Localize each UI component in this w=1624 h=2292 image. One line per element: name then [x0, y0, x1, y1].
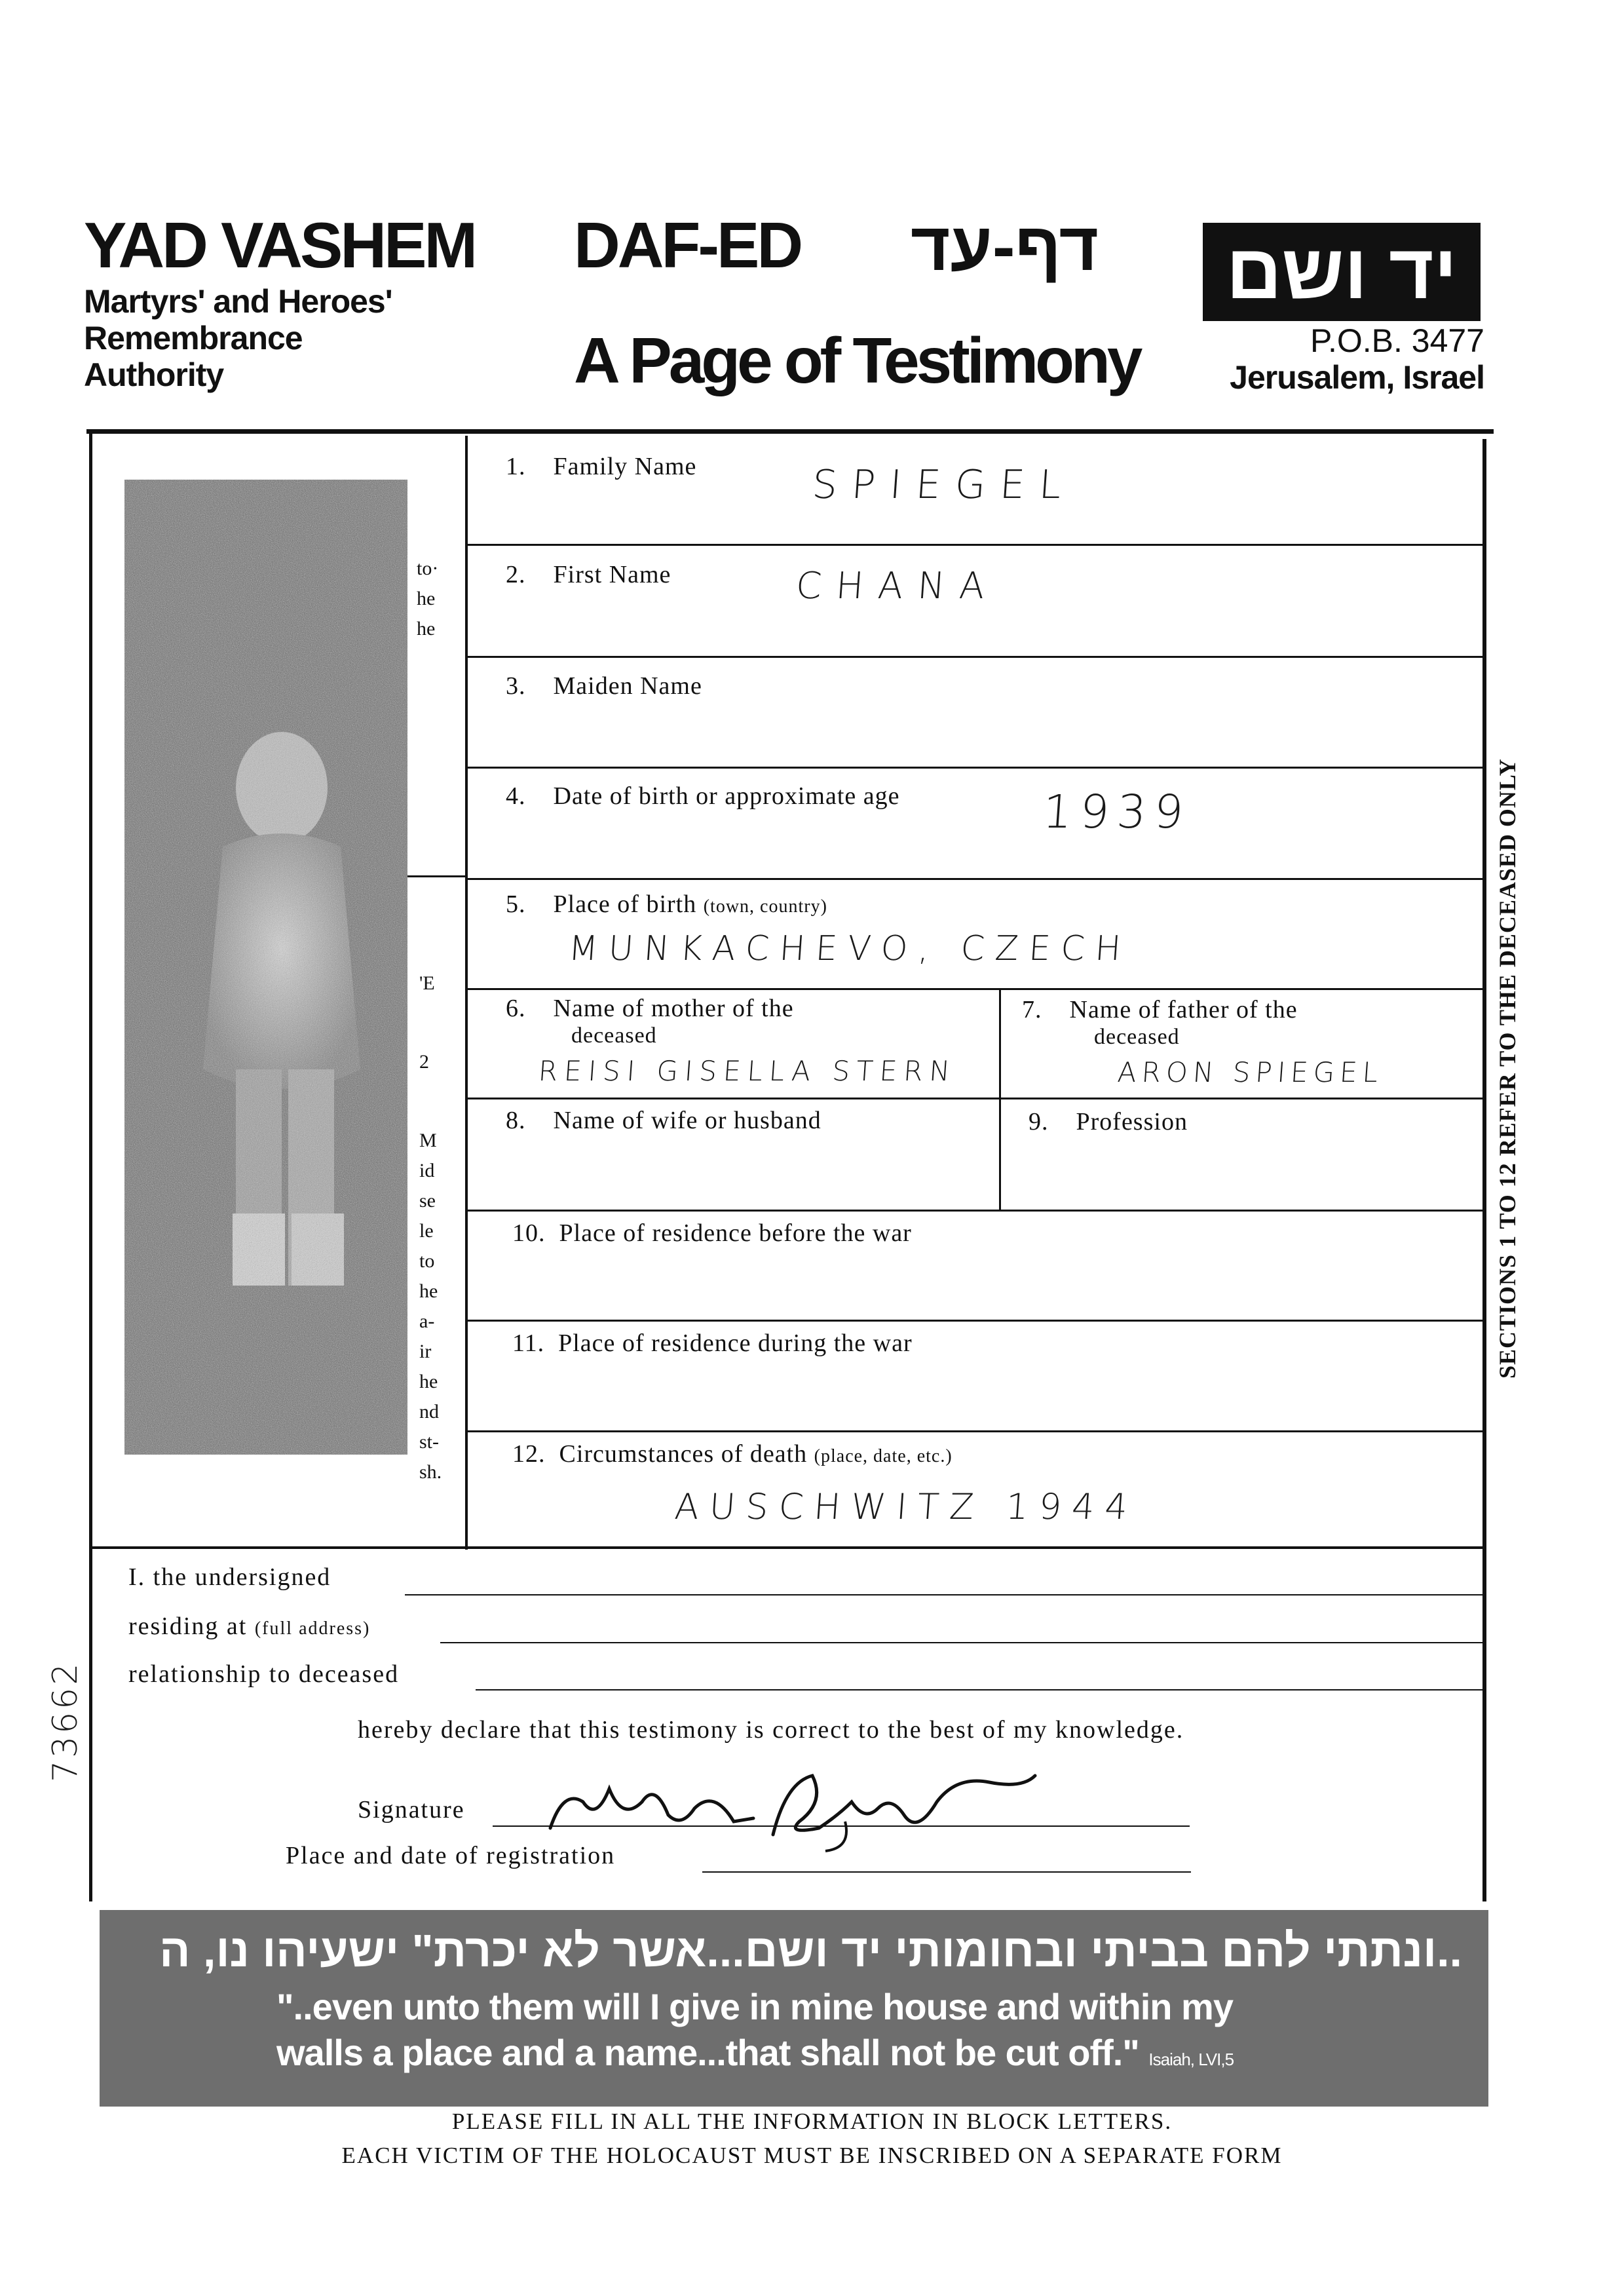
- field-date-of-birth-label: [506, 782, 899, 811]
- field-label-line2: deceased: [1094, 1025, 1180, 1049]
- field-circumstances-label: [512, 1440, 953, 1468]
- row-divider: [468, 544, 1483, 546]
- postal-address: [1203, 322, 1484, 396]
- row-divider: [468, 1210, 1483, 1212]
- field-number: 2.: [506, 561, 526, 588]
- fragment: he: [417, 618, 436, 640]
- father-name-value[interactable]: ARON SPIEGEL: [1116, 1056, 1384, 1088]
- banner-citation: Isaiah, LVI,5: [1148, 2050, 1234, 2069]
- fragment: se: [419, 1190, 436, 1212]
- org-subtitle: [84, 283, 392, 393]
- registration-label: Place and date of registration: [286, 1842, 616, 1869]
- residing-hint: (full address): [254, 1618, 371, 1639]
- fragment: ir: [419, 1341, 432, 1362]
- residing-label: [128, 1612, 370, 1641]
- residing-text: residing at: [128, 1613, 248, 1640]
- fragment: st-: [419, 1431, 439, 1453]
- form-title-he: דף-עד: [911, 209, 1099, 285]
- field-number: 11.: [512, 1329, 545, 1357]
- field-residence-during-label: [512, 1329, 913, 1358]
- form-title-en: DAF-ED: [574, 209, 801, 281]
- field-number: 3.: [506, 672, 526, 700]
- row-divider: [468, 767, 1483, 769]
- photo-divider-tick: [406, 875, 466, 877]
- row-divider: [468, 988, 1483, 990]
- field-label: Family Name: [553, 453, 697, 480]
- field-label: Place of residence before the war: [559, 1219, 912, 1247]
- fragment: a-: [419, 1310, 435, 1332]
- photo-text-fragments: [417, 554, 438, 644]
- fragment: sh.: [419, 1461, 442, 1483]
- fragment: id: [419, 1160, 435, 1181]
- field-label-line2: deceased: [571, 1023, 657, 1048]
- banner-line2: [276, 2031, 1521, 2074]
- row-divider: [468, 656, 1483, 658]
- field-number: 10.: [512, 1219, 546, 1247]
- row-divider: [468, 1430, 1483, 1432]
- fragment: le: [419, 1220, 434, 1242]
- relationship-line[interactable]: [476, 1689, 1486, 1690]
- column-divider: [999, 988, 1001, 1210]
- row-divider: [468, 1098, 1483, 1099]
- field-label: Maiden Name: [553, 672, 702, 700]
- signature-label: Signature: [358, 1796, 465, 1824]
- place-of-birth-value[interactable]: MUNKACHEVO, CZECH: [567, 929, 1133, 968]
- undersigned-line[interactable]: [405, 1594, 1486, 1595]
- residing-line[interactable]: [440, 1642, 1486, 1643]
- banner-line2-text: walls a place and a name...that shall not be cut off.": [276, 2032, 1139, 2073]
- fragment: he: [419, 1371, 438, 1392]
- undersigned-label: I. the undersigned: [128, 1563, 331, 1591]
- mother-name-value[interactable]: REISI GISELLA STERN: [537, 1055, 958, 1087]
- field-label: Place of birth: [553, 890, 697, 918]
- field-number: 7.: [1022, 996, 1042, 1023]
- org-subtitle-line: Martyrs' and Heroes': [84, 283, 392, 320]
- circumstances-value[interactable]: AUSCHWITZ 1944: [673, 1486, 1140, 1527]
- fragment: 'E: [419, 972, 435, 994]
- banner-hebrew: ..ונתתי להם בביתי ובחומותי יד ושם...אשר לא יכרת" ישעיהו נו, ה: [159, 1925, 1462, 1976]
- field-number: 4.: [506, 782, 526, 810]
- fragment: to: [419, 1250, 435, 1272]
- family-name-value[interactable]: SPIEGEL: [810, 462, 1078, 508]
- fragment: 2: [419, 1051, 429, 1073]
- side-label: SECTIONS 1 TO 12 REFER TO THE DECEASED ONLY: [1494, 758, 1520, 1379]
- field-number: 6.: [506, 995, 526, 1022]
- field-label: Place of residence during the war: [558, 1329, 913, 1357]
- top-rule: [86, 429, 1494, 434]
- org-subtitle-line: Authority: [84, 356, 224, 393]
- field-label: Name of wife or husband: [553, 1107, 821, 1134]
- right-border: [1482, 439, 1486, 1901]
- field-number: 8.: [506, 1107, 526, 1134]
- fragment: he: [417, 588, 436, 609]
- field-father-name-label: [1022, 996, 1298, 1051]
- field-mother-name-label: [506, 995, 794, 1050]
- footer-note-1: PLEASE FILL IN ALL THE INFORMATION IN BLOCK LETTERS.: [451, 2109, 1173, 2134]
- field-place-of-birth-label: [506, 890, 827, 919]
- field-number: 12.: [512, 1440, 546, 1468]
- relationship-label: relationship to deceased: [128, 1660, 400, 1688]
- footer-note-2: EACH VICTIM OF THE HOLOCAUST MUST BE INSCRIBED ON A SEPARATE FORM: [341, 2143, 1283, 2168]
- field-label: Date of birth or approximate age: [553, 782, 900, 810]
- banner-line1: "..even unto them will I give in mine house and within my: [276, 1986, 1233, 2027]
- city: Jerusalem, Israel: [1230, 359, 1484, 396]
- scripture-banner: [100, 1910, 1488, 2107]
- field-first-name-label: [506, 560, 671, 589]
- pob: P.O.B. 3477: [1310, 322, 1484, 359]
- declaration-statement: hereby declare that this testimony is correct to the best of my knowledge.: [358, 1716, 1184, 1744]
- field-profession-label: [1029, 1107, 1188, 1136]
- form-subtitle: A Page of Testimony: [574, 324, 1140, 396]
- left-border: [89, 434, 92, 1901]
- signature-mark: [537, 1763, 1061, 1854]
- fragment: M: [419, 1130, 437, 1151]
- org-subtitle-line: Remembrance: [84, 320, 303, 356]
- photo-divider: [465, 436, 468, 1550]
- field-label: Name of mother of the: [553, 995, 794, 1022]
- field-label: Profession: [1076, 1108, 1188, 1136]
- field-label: Circumstances of death: [559, 1440, 808, 1468]
- yad-vashem-logo: יד ושם: [1203, 223, 1481, 321]
- declaration-rule: [89, 1546, 1484, 1549]
- org-title: YAD VASHEM: [84, 209, 476, 281]
- registration-line[interactable]: [702, 1871, 1191, 1873]
- fragment: he: [419, 1280, 438, 1302]
- fragment: nd: [419, 1401, 439, 1423]
- row-divider: [468, 1320, 1483, 1322]
- field-label: Name of father of the: [1069, 996, 1298, 1023]
- margin-note: 73662: [46, 1660, 85, 1782]
- fragment: to·: [417, 558, 439, 579]
- child-photo: [124, 480, 407, 1455]
- field-spouse-name-label: [506, 1106, 821, 1135]
- field-residence-before-label: [512, 1219, 912, 1248]
- photo-text-fragments: [419, 968, 442, 1487]
- field-label-hint: (town, country): [703, 896, 827, 917]
- date-of-birth-value[interactable]: 1939: [1041, 785, 1194, 839]
- field-label: First Name: [553, 561, 671, 588]
- field-number: 5.: [506, 890, 526, 918]
- field-number: 1.: [506, 453, 526, 480]
- field-label-hint: (place, date, etc.): [814, 1446, 953, 1466]
- field-maiden-name-label: [506, 672, 702, 700]
- row-divider: [468, 878, 1483, 880]
- first-name-value[interactable]: CHANA: [794, 565, 1000, 607]
- field-number: 9.: [1029, 1108, 1049, 1136]
- field-family-name-label: [506, 452, 696, 481]
